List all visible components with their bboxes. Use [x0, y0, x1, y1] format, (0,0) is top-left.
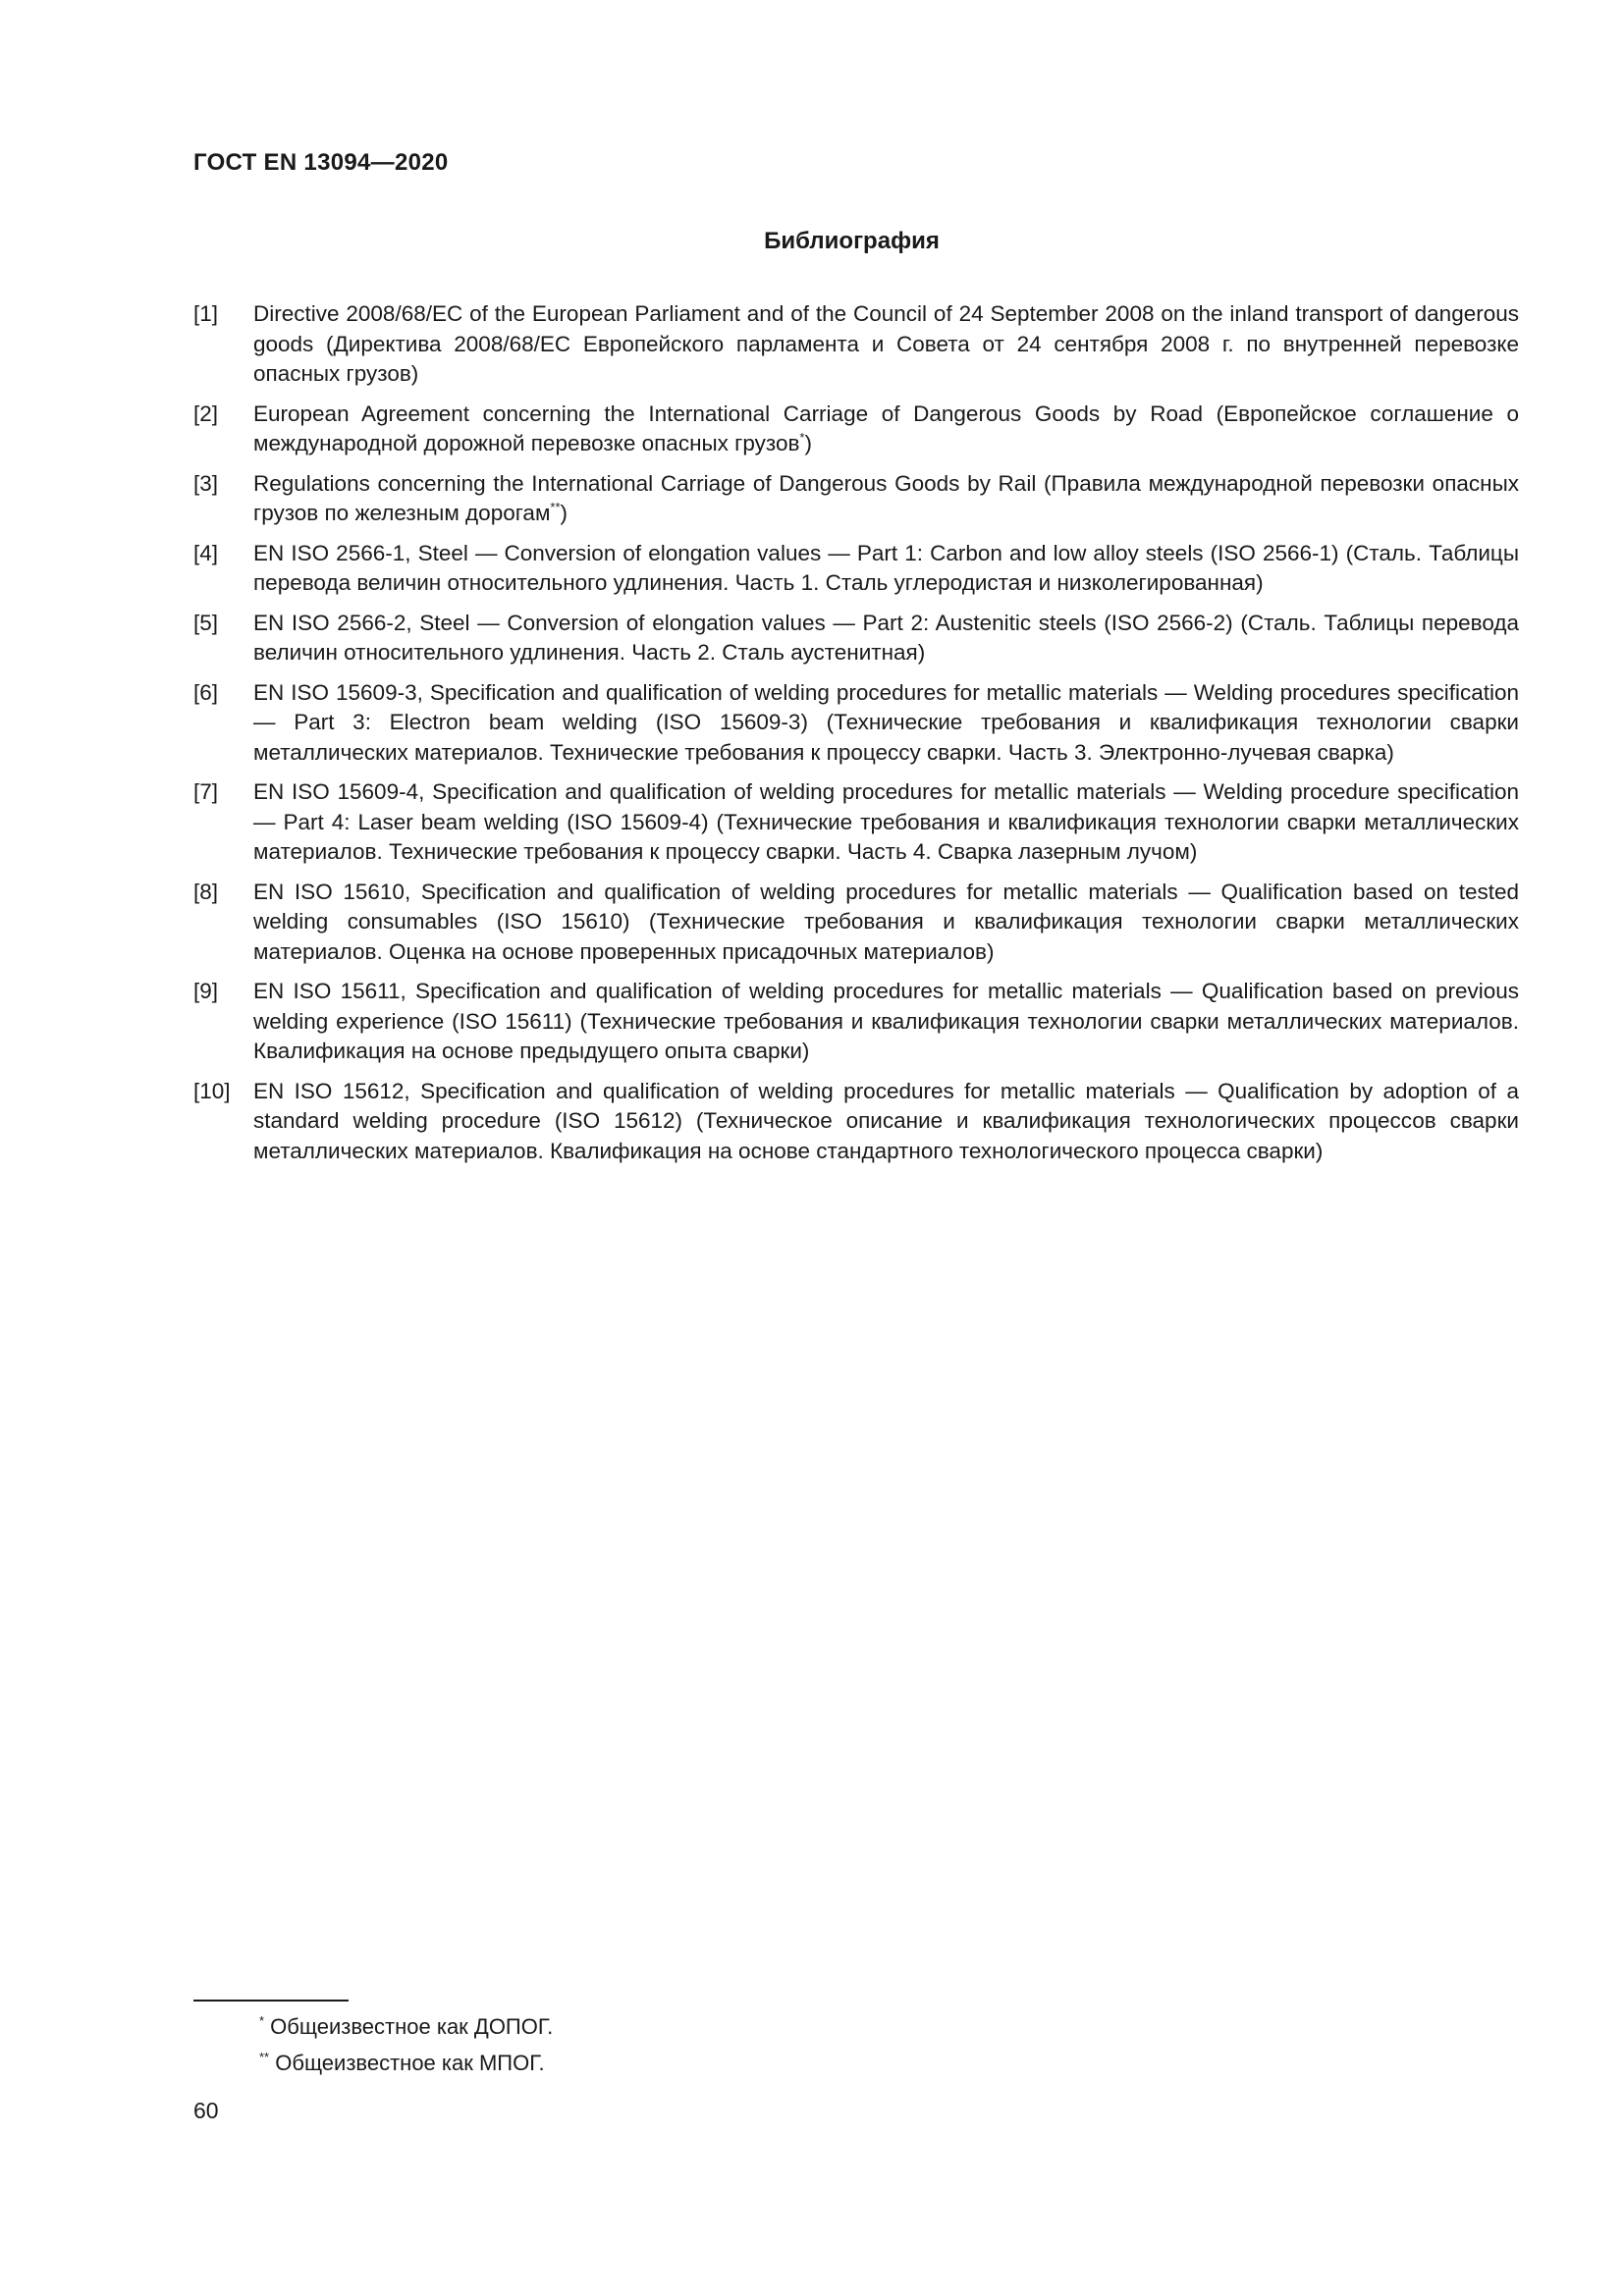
bibliography-list [193, 299, 1519, 1176]
bibliography-item [193, 977, 1519, 1067]
reference-text [253, 299, 1519, 390]
bibliography-item [193, 539, 1519, 599]
reference-text [253, 878, 1519, 968]
reference-number: [1] [193, 301, 219, 326]
footnote-mark: ** [259, 2050, 270, 2064]
footnote-marker: ** [550, 500, 561, 514]
bibliography-item [193, 400, 1519, 459]
footnote [259, 2008, 553, 2045]
reference-body: EN ISO 15611, Specification and qualification of welding procedures for metallic materials — Qualification based on previous welding experience (ISO 15611) (Технические требования и квалификация технологии сварки металлических материалов. Квалификация на основе предыдущего опыта сварки) [253, 979, 1519, 1063]
reference-tail: ) [804, 431, 812, 455]
reference-number: [4] [193, 540, 219, 565]
document-code-header: ГОСТ EN 13094—2020 [193, 149, 449, 176]
reference-number: [6] [193, 679, 219, 705]
bibliography-item [193, 878, 1519, 968]
reference-text [253, 777, 1519, 868]
reference-text [253, 678, 1519, 769]
reference-number: [10] [193, 1078, 231, 1103]
bibliography-item [193, 678, 1519, 769]
reference-body: EN ISO 15612, Specification and qualification of welding procedures for metallic materials — Qualification by adoption of a standard welding procedure (ISO 15612) (Техническое описание и квалификация технологических процессов сварки металлических материалов. Квалификация на основе стандартного технологического процесса сварки) [253, 1078, 1519, 1163]
reference-number: [2] [193, 400, 219, 426]
reference-body: EN ISO 15609-3, Specification and qualification of welding procedures for metallic materials — Welding procedures specification — Part 3: Electron beam welding (ISO 15609-3) (Технические требования и квалификация технологии сварки металлических материалов. Технические требования к процессу сварки. Часть 3. Электронно-лучевая сварка) [253, 679, 1519, 765]
reference-body: EN ISO 15609-4, Specification and qualification of welding procedures for metallic materials — Welding procedure specification — Part 4: Laser beam welding (ISO 15609-4) (Технические требования и квалификация технологии сварки металлических материалов. Технические требования к процессу сварки. Часть 4. Сварка лазерным лучом) [253, 779, 1519, 864]
reference-text [253, 539, 1519, 599]
reference-number: [8] [193, 879, 219, 904]
footnote [259, 2045, 553, 2081]
reference-body: European Agreement concerning the International Carriage of Dangerous Goods by Road (Европейское соглашение о международной дорожной перевозке опасных грузов [253, 400, 1519, 455]
reference-text [253, 977, 1519, 1067]
reference-text [253, 609, 1519, 668]
reference-text [253, 400, 1519, 459]
bibliography-item [193, 299, 1519, 390]
footnote-marker: * [799, 430, 805, 445]
section-title: Библиография [764, 228, 940, 254]
bibliography-item [193, 469, 1519, 529]
reference-number: [3] [193, 470, 219, 496]
footnote-text: Общеизвестное как МПОГ. [269, 2051, 545, 2075]
reference-body: EN ISO 2566-2, Steel — Conversion of elongation values — Part 2: Austenitic steels (ISO 2566-2) (Сталь. Таблицы перевода величин относительного удлинения. Часть 2. Сталь аустенитная) [253, 610, 1519, 665]
reference-body: EN ISO 2566-1, Steel — Conversion of elongation values — Part 1: Carbon and low alloy steels (ISO 2566-1) (Сталь. Таблицы перевода величин относительного удлинения. Часть 1. Сталь углеродистая и низколегированная) [253, 540, 1519, 595]
reference-tail: ) [560, 501, 568, 525]
reference-number: [9] [193, 979, 219, 1003]
footnote-mark: * [259, 2013, 265, 2028]
reference-text [253, 469, 1519, 529]
bibliography-item [193, 777, 1519, 868]
bibliography-item [193, 609, 1519, 668]
bibliography-item [193, 1077, 1519, 1167]
reference-body: EN ISO 15610, Specification and qualification of welding procedures for metallic materials — Qualification based on tested welding consumables (ISO 15610) (Технические требования и квалификация технологии сварки металлических материалов. Оценка на основе проверенных присадочных материалов) [253, 879, 1519, 964]
reference-number: [5] [193, 610, 219, 635]
reference-text [253, 1077, 1519, 1167]
page-number: 60 [193, 2098, 219, 2123]
reference-body: Directive 2008/68/EC of the European Parliament and of the Council of 24 September 2008 on the inland transport of dangerous goods (Директива 2008/68/ЕС Европейского парламента и Совета от 24 сентября 2008 г. по внутренней перевозке опасных грузов) [253, 301, 1519, 386]
footnotes [259, 2008, 553, 2081]
reference-body: Regulations concerning the International Carriage of Dangerous Goods by Rail (Правила международной перевозки опасных грузов по железным дорогам [253, 470, 1519, 525]
reference-number: [7] [193, 779, 219, 804]
footnote-text: Общеизвестное как ДОПОГ. [264, 2014, 554, 2039]
footnote-separator [193, 2000, 349, 2002]
